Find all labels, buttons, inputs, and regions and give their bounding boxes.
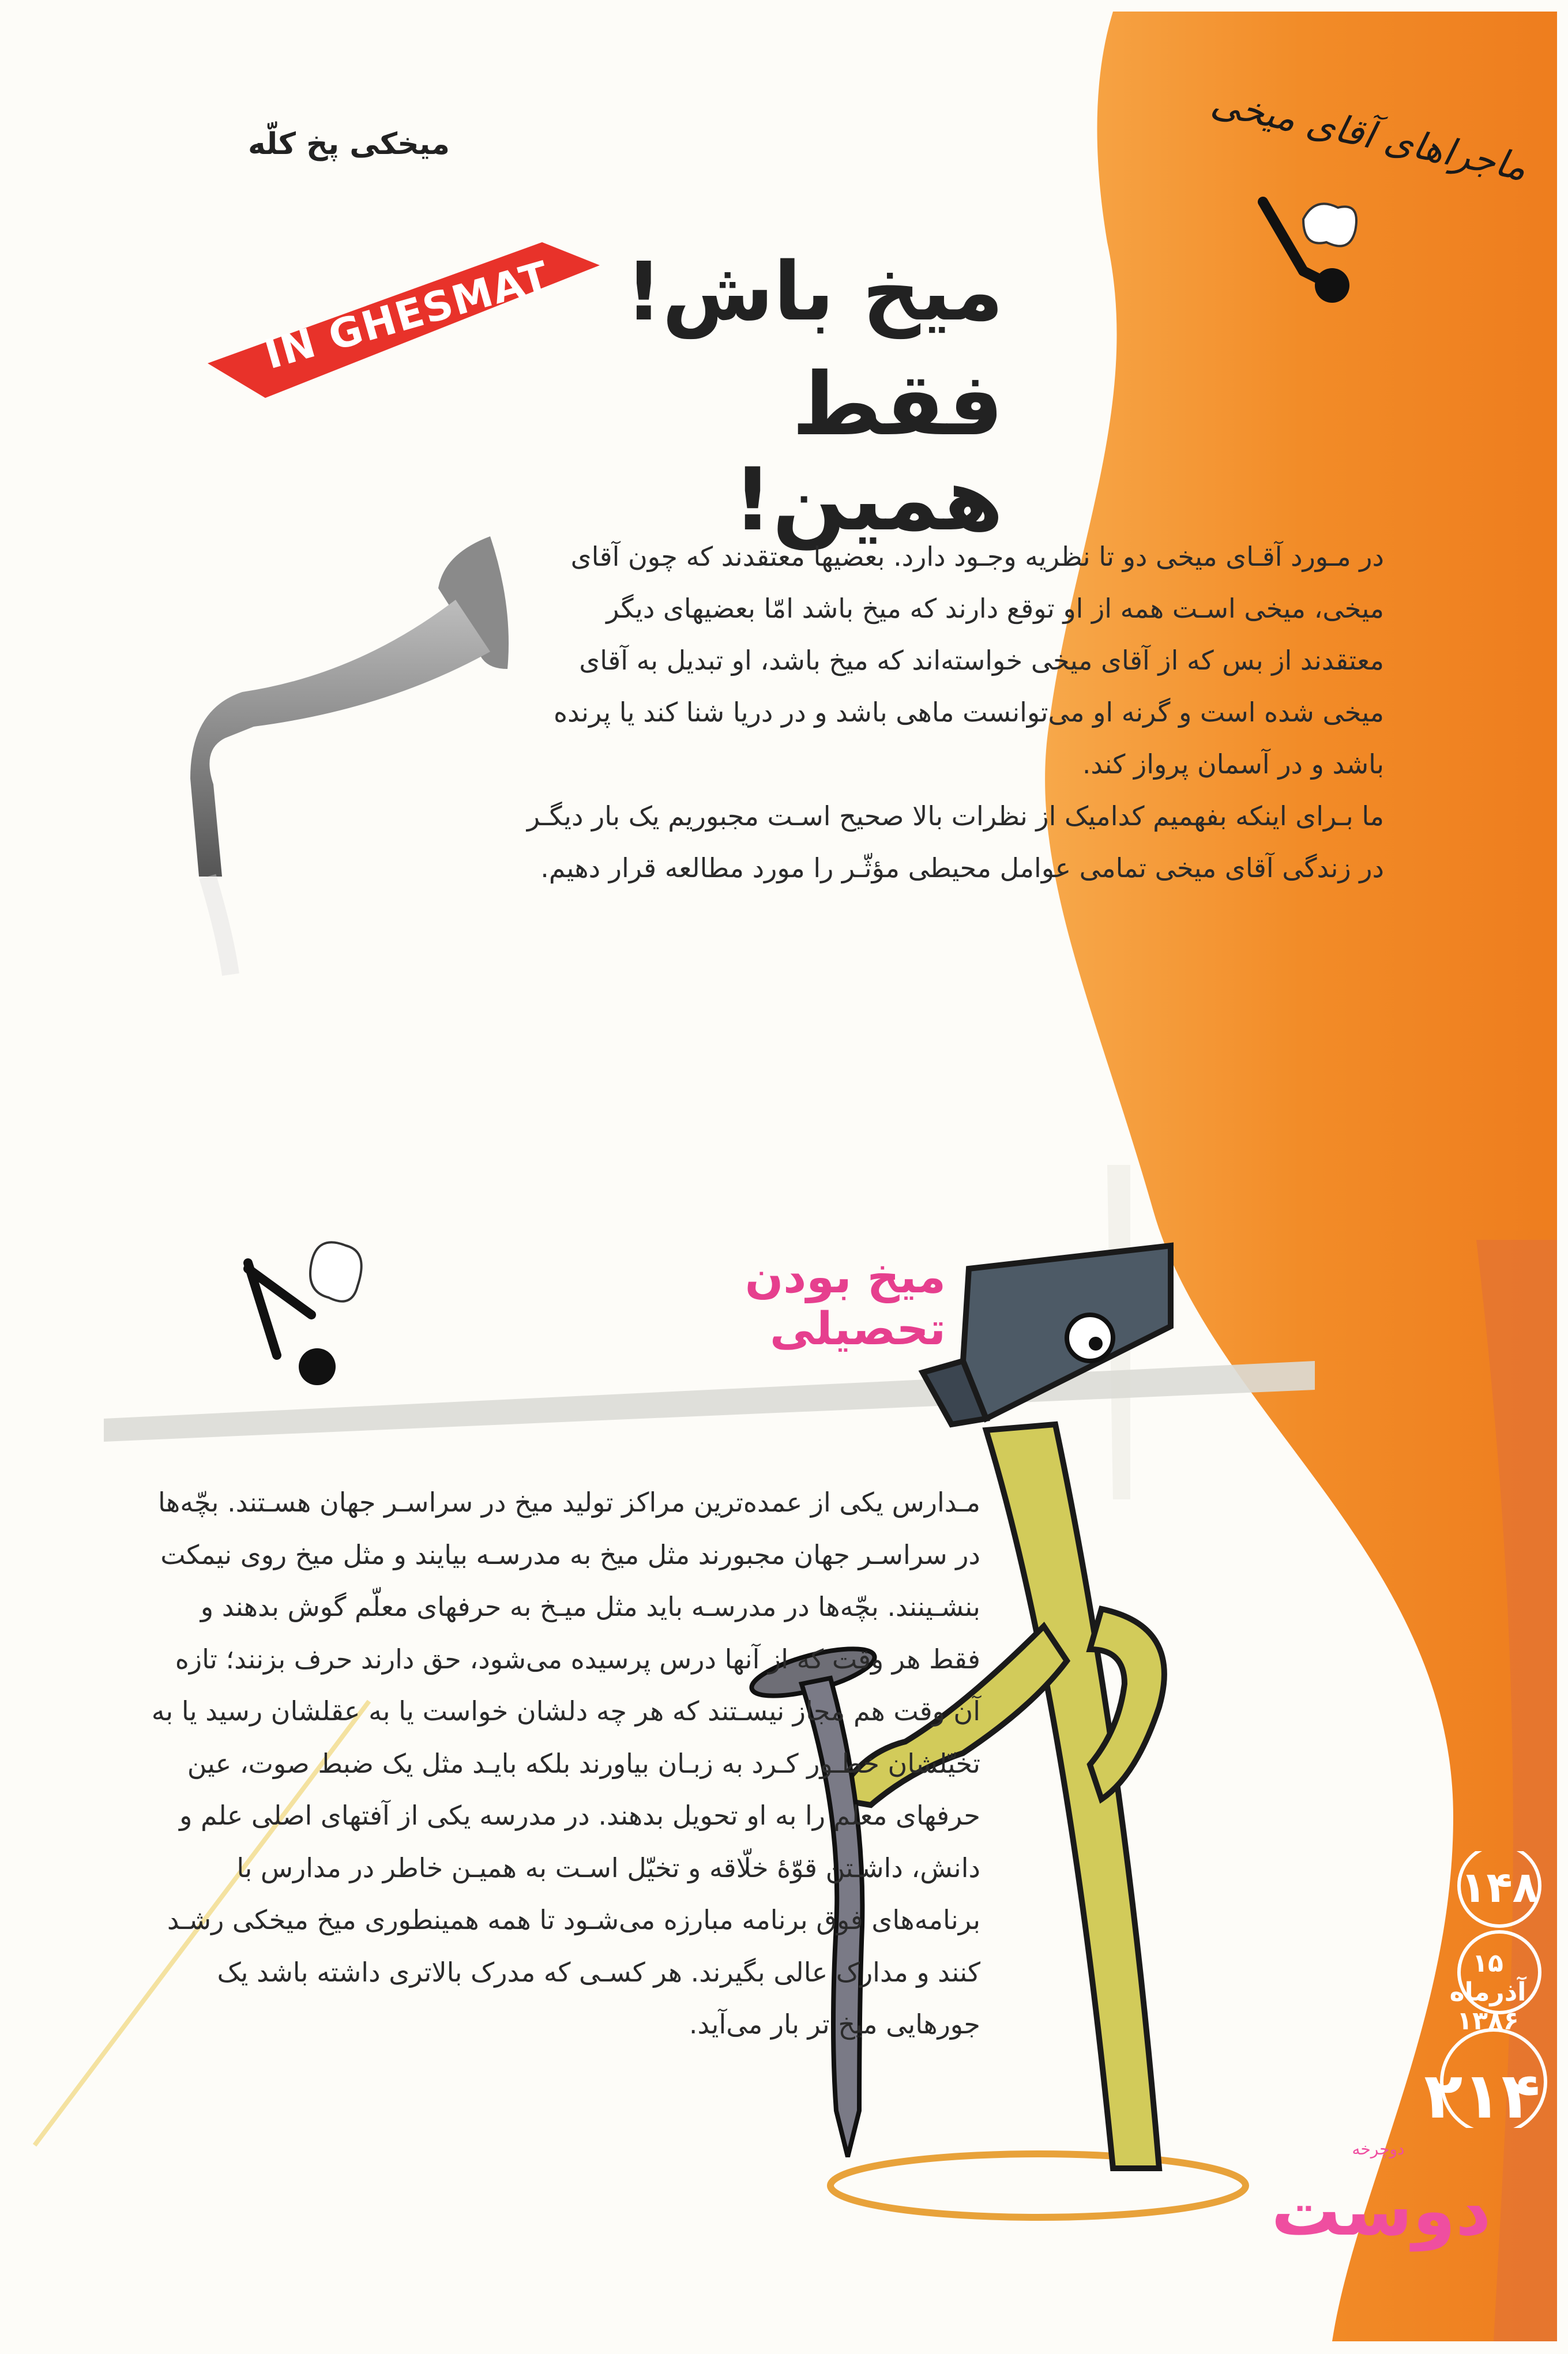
bent-nail-illustration <box>167 519 536 980</box>
series-title: ماجراهای آقای میخی <box>1208 81 1531 190</box>
author-name: میخکی پخ کلّه <box>248 127 450 161</box>
page-title-line1: میخ باش! <box>625 245 1003 339</box>
section-title: میخ بودن تحصیلی <box>744 1251 946 1355</box>
magazine-logo: دوست <box>1271 2171 1491 2251</box>
nail-mascot-icon-small <box>231 1228 381 1390</box>
issue-date-day: ۱۵ آذرماه <box>1449 1949 1526 2007</box>
issue-number: ۱۴۸ <box>1460 1863 1539 1912</box>
magazine-sub-logo: دوچرخه <box>1352 2139 1405 2159</box>
issue-date-year: ۱۳۸۶ <box>1457 2006 1519 2036</box>
nail-mascot-icon <box>1240 185 1390 311</box>
intro-text <box>519 531 1384 894</box>
issue-date <box>1430 1949 1546 2036</box>
banner-label: IN GHESMAT <box>259 251 555 379</box>
section-paragraph-1: مـدارس یکی از عمده‌ترین مراکز تولید میخ در سراسـر جهان هسـتند. بچّه‌ها در سراسـر جهان مجبورند مثل میخ به مدرسـه بیایند و مثل میخ روی نیمکت بنشـینند. بچّه‌ها در مدرسـه باید مثل میـخ به حرفهای معلّم گوش بدهند و فقط هر وقت که از آنها درس پرسیده می‌شود، حق دارند حرف بزنند؛ تازه آن وقت هم مجاز نیسـتند که هر چه دلشان خواست یا به عقلشان رسید یا به تخیّلشان خطـور کـرد به زبـان بیاورند بلکه بایـد مثل یک ضبط صوت، عین حرفهای معلم را به او تحویل بدهند. در مدرسه یکی از آفتهای اصلی علم و دانش، داشـتن قوّهٔ خلّاقه و تخیّل اسـت به همیـن خاطر در مدارس با برنامه‌های فوق برنامه مبارزه می‌شـود تا همه همینطوری میخ میخکی رشـد کنند و مدارک عالی بگیرند. هر کسـی که مدرک بالاتری داشته باشد یک جورهایی میخ تر بار می‌آید. <box>151 1487 980 2040</box>
intro-paragraph-2: ما بـرای اینکه بفهمیم کدامیک از نظرات بالا صحیح اسـت مجبوریم یک بار دیگـر در زندگی آقای میخی تمامی عوامل محیطی مؤثّـر را مورد مطالعه قرار دهیم. <box>527 800 1384 883</box>
page-title-line2: فقط همین! <box>732 355 1003 550</box>
intro-paragraph-1: در مـورد آقـای میخی دو تا نظریه وجـود دارد. بعضیها معتقدند که چون آقای میخی، میخی اسـت همه از او توقع دارند که میخ باشد امّا بعضیهای دیگر معتقدند از بس که از آقای میخی خواسته‌اند که میخ باشد، او تبدیل به آقای میخی شده است و گرنه او می‌توانست ماهی باشد و در دریا شنا کند یا پرنده باشد و در آسمان پرواز کند. <box>553 541 1384 780</box>
section-body <box>150 1476 980 2051</box>
page-number: ۲۱۴ <box>1424 2059 1540 2133</box>
